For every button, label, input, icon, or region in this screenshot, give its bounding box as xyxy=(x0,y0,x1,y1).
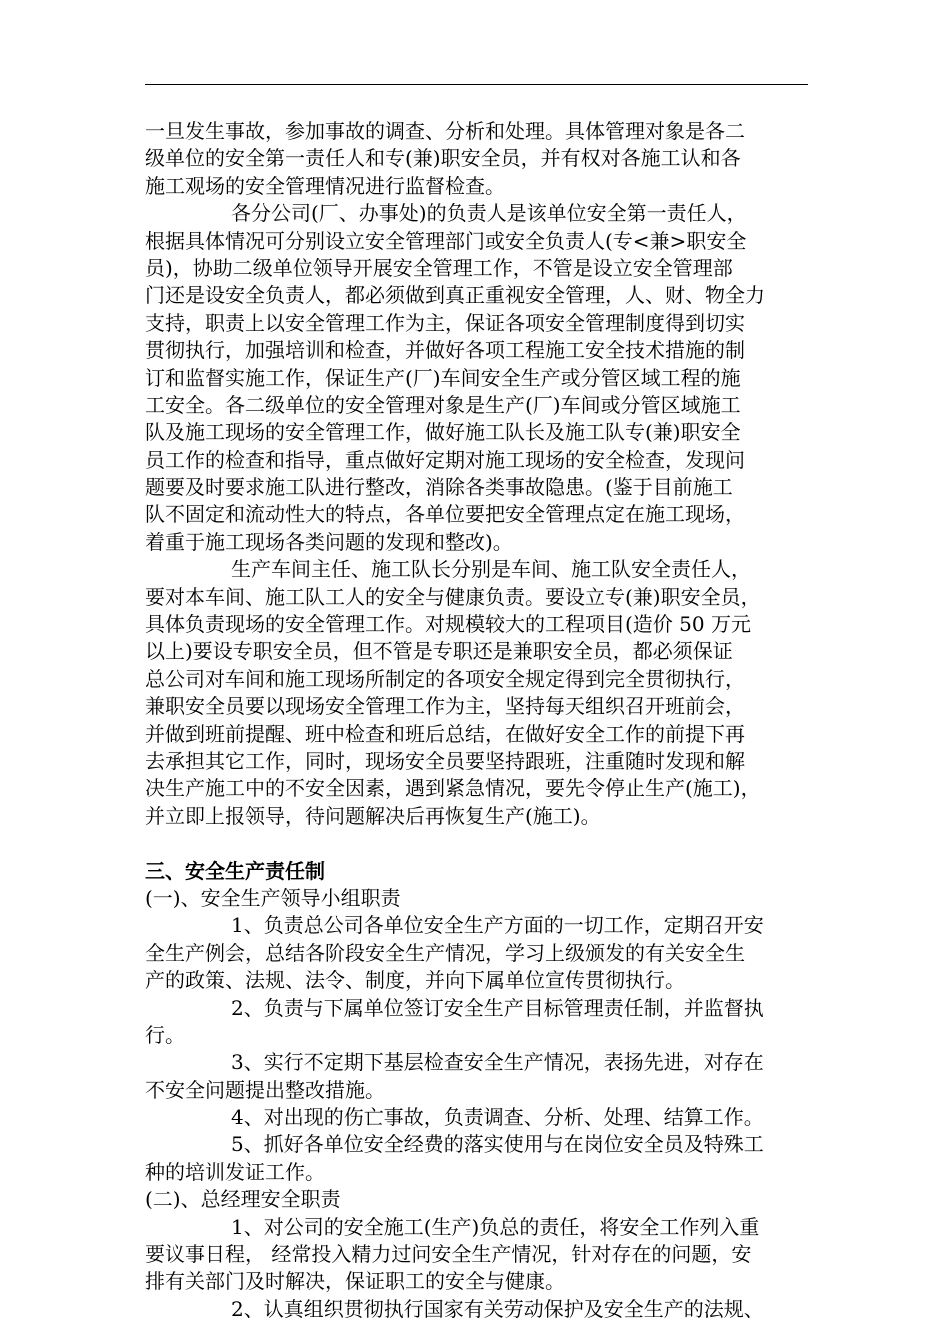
text-line: 根据具体情况可分别设立安全管理部门或安全负责人(专<兼>职安全 xyxy=(145,228,747,253)
text-line: 题要及时要求施工队进行整改，消除各类事故隐患。(鉴于目前施工 xyxy=(145,475,733,500)
text-line: (一)、安全生产领导小组职责 xyxy=(145,885,401,910)
text-line: 队及施工现场的安全管理工作，做好施工队长及施工队专(兼)职安全 xyxy=(145,420,741,445)
paragraph-first-line: 生产车间主任、施工队长分别是车间、施工队安全责任人， xyxy=(231,557,751,582)
text-line: 队不固定和流动性大的特点，各单位要把安全管理点定在施工现场， xyxy=(145,502,745,527)
document-body xyxy=(145,118,815,1323)
text-line: 总公司对车间和施工现场所制定的各项安全规定得到完全贯彻执行， xyxy=(145,666,745,691)
paragraph-first-line: 2、负责与下属单位签订安全生产目标管理责任制，并监督执 xyxy=(231,995,764,1020)
paragraph-first-line: 4、对出现的伤亡事故，负责调查、分析、处理、结算工作。 xyxy=(231,1105,764,1130)
text-line: 决生产施工中的不安全因素，遇到紧急情况，要先令停止生产(施工)， xyxy=(145,776,761,801)
paragraph-first-line: 1、对公司的安全施工(生产)负总的责任，将安全工作列入重 xyxy=(231,1214,760,1239)
text-line: 兼职安全员要以现场安全管理工作为主，坚持每天组织召开班前会， xyxy=(145,694,745,719)
text-line: 产的政策、法规、法令、制度，并向下属单位宣传贯彻执行。 xyxy=(145,968,685,993)
text-line: 行。 xyxy=(145,1022,185,1047)
text-line: 全生产例会，总结各阶段安全生产情况，学习上级颁发的有关安全生 xyxy=(145,940,745,965)
text-line: 一旦发生事故，参加事故的调查、分析和处理。具体管理对象是各二 xyxy=(145,119,745,143)
text-line: 具体负责现场的安全管理工作。对规模较大的工程项目(造价 50 万元 xyxy=(145,612,751,637)
paragraph-first-line: 1、负责总公司各单位安全生产方面的一切工作，定期召开安 xyxy=(231,913,764,938)
text-line: 支持，职责上以安全管理工作为主，保证各项安全管理制度得到切实 xyxy=(145,310,745,335)
text-line: 门还是设安全负责人，都必须做到真正重视安全管理，人、财、物全力 xyxy=(145,283,765,308)
text-line: 种的培训发证工作。 xyxy=(145,1159,325,1184)
text-line: 要议事日程， 经常投入精力过问安全生产情况，针对存在的问题，安 xyxy=(145,1242,752,1267)
text-line: 贯彻执行，加强培训和检查，并做好各项工程施工安全技术措施的制 xyxy=(145,338,745,363)
text-line: 员工作的检查和指导，重点做好定期对施工现场的安全检查，发现问 xyxy=(145,447,745,472)
text-line: 排有关部门及时解决，保证职工的安全与健康。 xyxy=(145,1269,565,1294)
paragraph-first-line: 2、认真组织贯彻执行国家有关劳动保护及安全生产的法规、 xyxy=(231,1296,764,1321)
text-line: (二)、总经理安全职责 xyxy=(145,1187,341,1212)
text-line: 以上)要设专职安全员，但不管是专职还是兼职安全员，都必须保证 xyxy=(145,639,733,664)
section-heading: 三、安全生产责任制 xyxy=(145,858,325,883)
paragraph-first-line: 各分公司(厂、办事处)的负责人是该单位安全第一责任人， xyxy=(231,201,747,226)
blank-line xyxy=(145,830,815,857)
text-line: 工安全。各二级单位的安全管理对象是生产(厂)车间或分管区域施工 xyxy=(145,392,741,417)
paragraph-first-line: 3、实行不定期下基层检查安全生产情况，表扬先进，对存在 xyxy=(231,1050,764,1075)
text-line: 级单位的安全第一责任人和专(兼)职安全员，并有权对各施工认和各 xyxy=(145,146,741,171)
text-line: 并立即上报领导，待问题解决后再恢复生产(施工)。 xyxy=(145,803,601,828)
text-line: 施工观场的安全管理情况进行监督检查。 xyxy=(145,173,505,198)
text-line: 并做到班前提醒、班中检查和班后总结，在做好安全工作的前提下再 xyxy=(145,721,745,746)
text-line: 员)，协助二级单位领导开展安全管理工作，不管是设立安全管理部 xyxy=(145,255,733,280)
paragraph-first-line: 5、抓好各单位安全经费的落实使用与在岗位安全员及特殊工 xyxy=(231,1132,764,1157)
text-line: 着重于施工现场各类问题的发现和整改)。 xyxy=(145,529,513,554)
text-line: 要对本车间、施工队工人的安全与健康负责。要设立专(兼)职安全员， xyxy=(145,584,761,609)
text-line: 去承担其它工作，同时，现场安全员要坚持跟班，注重随时发现和解 xyxy=(145,748,745,773)
header-rule xyxy=(145,84,808,85)
text-line: 订和监督实施工作，保证生产(厂)车间安全生产或分管区域工程的施 xyxy=(145,365,741,390)
text-line: 不安全问题提出整改措施。 xyxy=(145,1077,385,1102)
